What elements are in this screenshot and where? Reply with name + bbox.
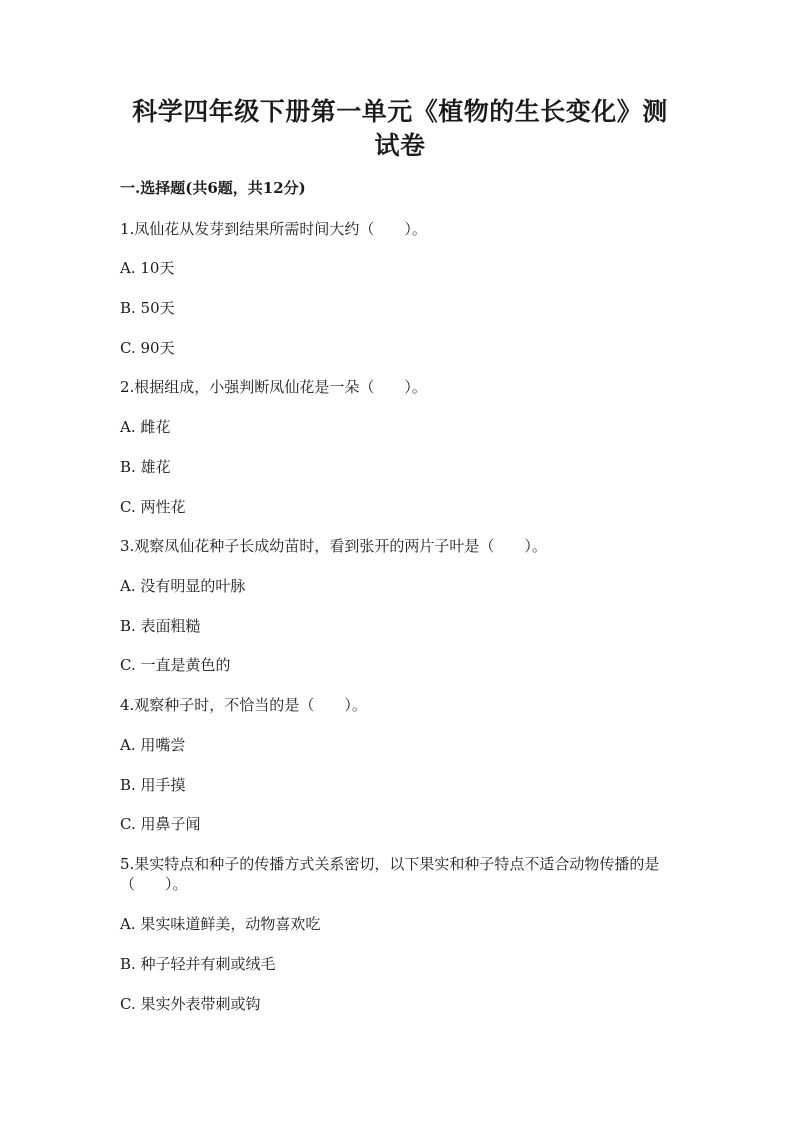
- question-3-option-b: B. 表面粗糙: [120, 617, 201, 635]
- question-4-option-a: A. 用嘴尝: [120, 736, 186, 754]
- question-1-option-a: A. 10天: [120, 259, 175, 277]
- question-5-option-c: C. 果实外表带刺或钩: [120, 995, 261, 1013]
- question-5-option-b: B. 种子轻并有刺或绒毛: [120, 955, 276, 973]
- question-3-option-c: C. 一直是黄色的: [120, 656, 231, 674]
- question-2-option-c: C. 两性花: [120, 498, 186, 516]
- question-3-stem: 3.观察凤仙花种子长成幼苗时，看到张开的两片子叶是（ ）。: [120, 537, 547, 555]
- question-5-option-a: A. 果实味道鲜美，动物喜欢吃: [120, 915, 321, 933]
- question-4-option-b: B. 用手摸: [120, 776, 186, 794]
- question-4-stem: 4.观察种子时，不恰当的是（ ）。: [120, 696, 367, 714]
- question-2-stem: 2.根据组成，小强判断凤仙花是一朵（ ）。: [120, 378, 427, 396]
- section-heading: 一.选择题(共6题，共12分): [120, 179, 306, 197]
- question-1-option-c: C. 90天: [120, 339, 175, 357]
- question-2-option-b: B. 雄花: [120, 458, 171, 476]
- question-3-option-a: A. 没有明显的叶脉: [120, 577, 246, 595]
- question-1-option-b: B. 50天: [120, 299, 175, 317]
- question-2-option-a: A. 雌花: [120, 418, 171, 436]
- question-5-stem: 5.果实特点和种子的传播方式关系密切，以下果实和种子特点不适合动物传播的是（ ）。: [120, 855, 660, 893]
- question-1-stem: 1.凤仙花从发芽到结果所需时间大约（ ）。: [120, 220, 427, 238]
- page-title: 科学四年级下册第一单元《植物的生长变化》测试卷: [132, 97, 668, 160]
- question-4-option-c: C. 用鼻子闻: [120, 815, 201, 833]
